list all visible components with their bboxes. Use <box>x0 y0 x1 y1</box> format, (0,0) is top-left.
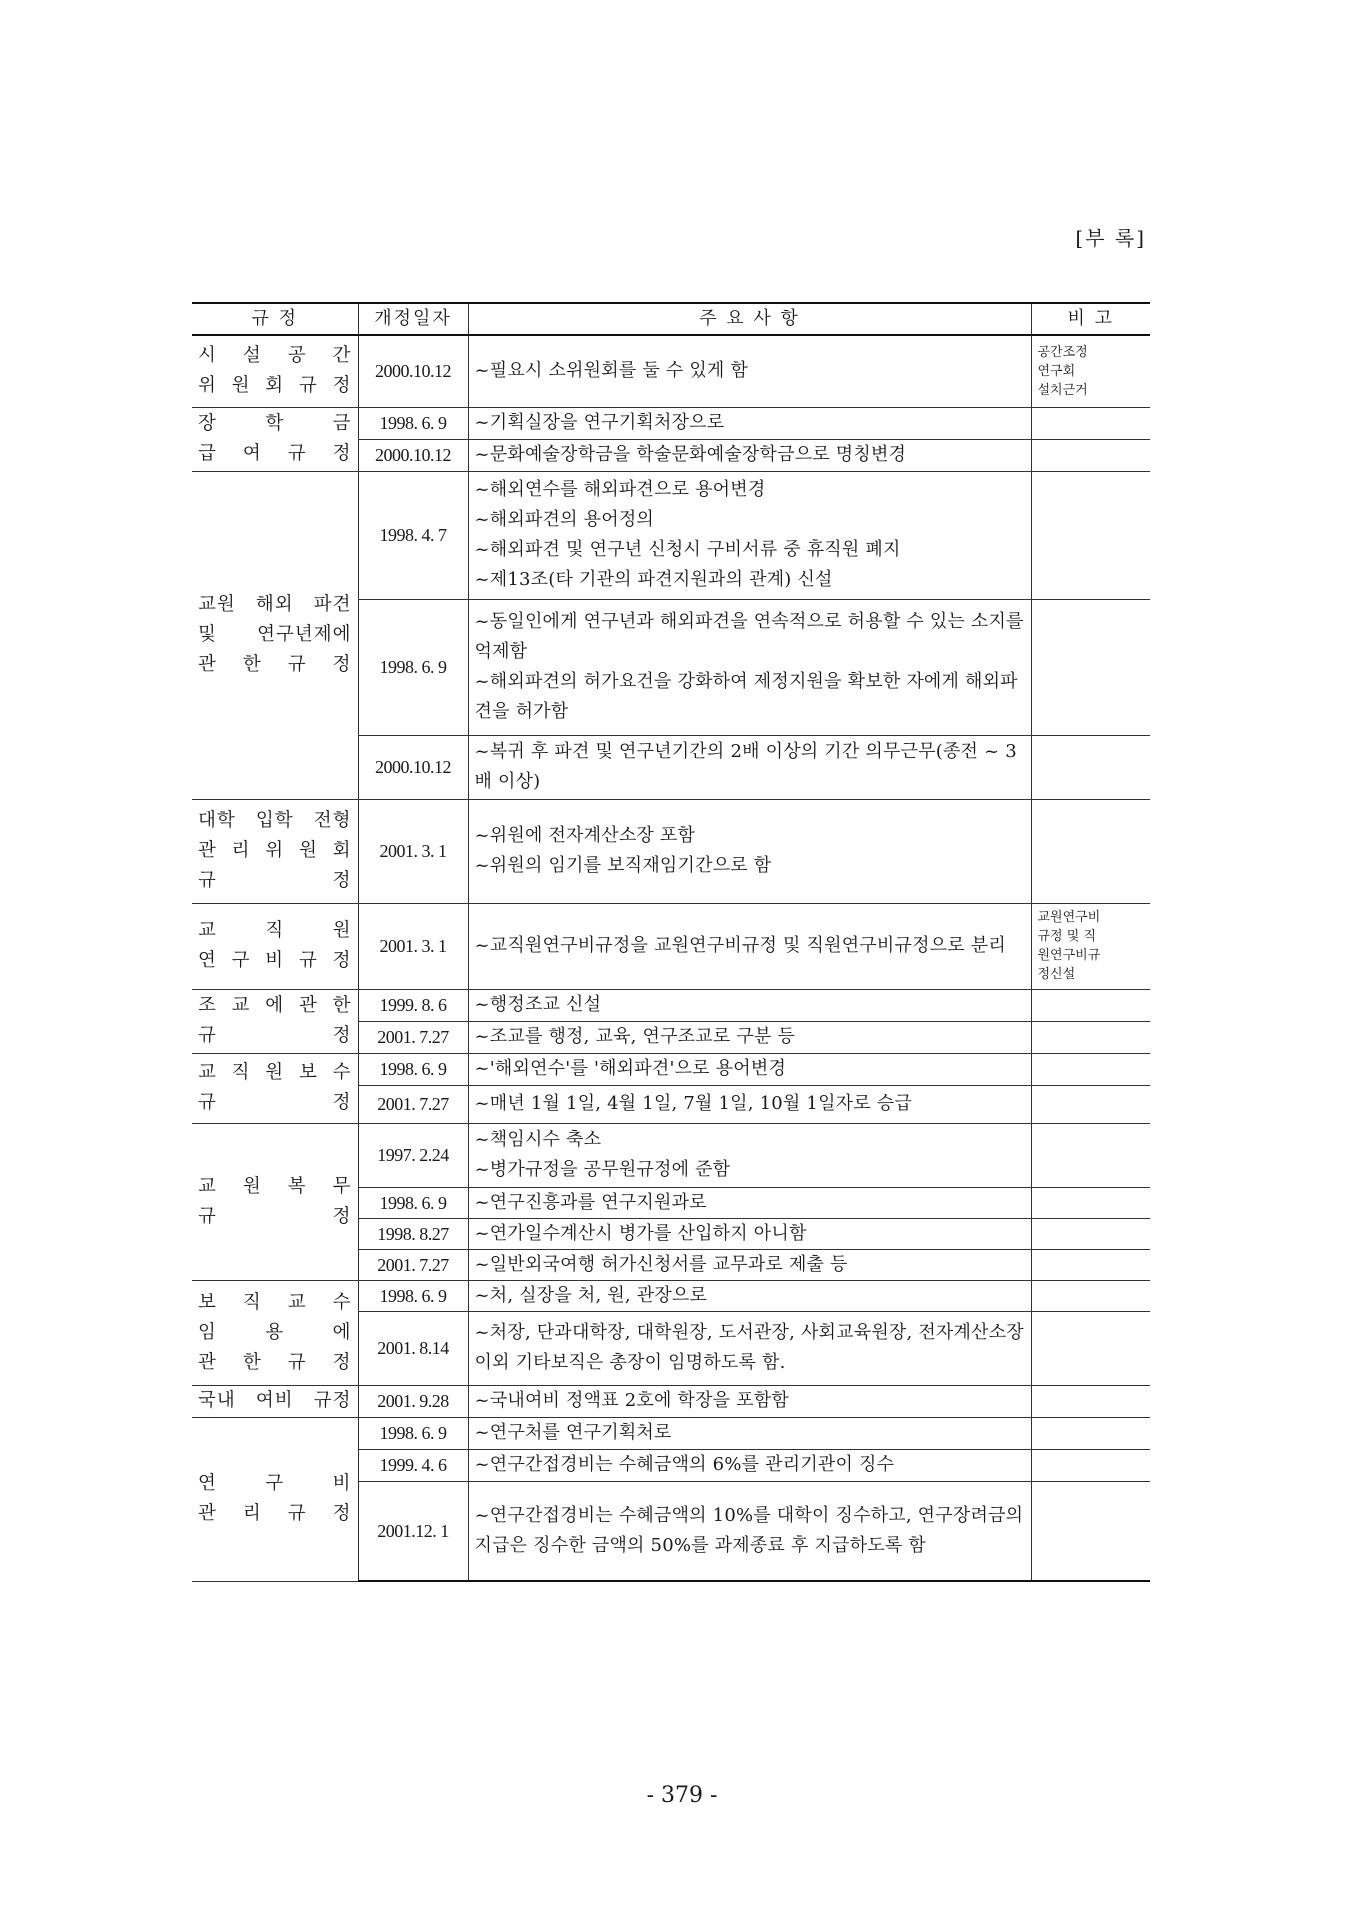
revision-date: 1998. 6. 9 <box>358 1417 468 1449</box>
note <box>1031 1280 1150 1311</box>
table-row <box>192 1053 1150 1085</box>
main-content: ~국내여비 정액표 2호에 학장을 포함함 <box>468 1385 1031 1417</box>
regulation-name: 대학 입학 전형 관 리 위 원 회 규 정 <box>192 799 358 903</box>
revision-date: 1998. 6. 9 <box>358 599 468 735</box>
revision-date: 2001. 9.28 <box>358 1385 468 1417</box>
regulation-name: 연 구 비 관 리 규 정 <box>192 1417 358 1581</box>
header-main: 주 요 사 항 <box>468 303 1031 335</box>
revision-date: 2001. 7.27 <box>358 1085 468 1123</box>
main-content: ~일반외국여행 허가신청서를 교무과로 제출 등 <box>468 1249 1031 1280</box>
main-content: ~행정조교 신설 <box>468 989 1031 1021</box>
note <box>1031 1385 1150 1417</box>
main-content: ~필요시 소위원회를 둘 수 있게 함 <box>468 335 1031 407</box>
main-content: ~해외연수를 해외파견으로 용어변경 ~해외파견의 용어정의 ~해외파견 및 연구년 신청시 구비서류 중 휴직원 폐지 ~제13조(타 기관의 파견지원과의 관계) 신설 <box>468 471 1031 599</box>
note <box>1031 1481 1150 1581</box>
main-content: ~조교를 행정, 교육, 연구조교로 구분 등 <box>468 1021 1031 1053</box>
revision-date: 1998. 6. 9 <box>358 407 468 439</box>
main-content: ~연구처를 연구기획처로 <box>468 1417 1031 1449</box>
regulation-name: 교 원 복 무 규 정 <box>192 1123 358 1280</box>
header-note: 비 고 <box>1031 303 1150 335</box>
table-row <box>192 1385 1150 1417</box>
table-row <box>192 471 1150 599</box>
regulation-name: 교 직 원 연 구 비 규 정 <box>192 903 358 989</box>
note <box>1031 1218 1150 1249</box>
revision-date: 1998. 4. 7 <box>358 471 468 599</box>
revision-date: 2000.10.12 <box>358 335 468 407</box>
note <box>1031 599 1150 735</box>
main-content: ~책임시수 축소 ~병가규정을 공무원규정에 준함 <box>468 1123 1031 1187</box>
note <box>1031 1449 1150 1481</box>
revision-date: 2000.10.12 <box>358 439 468 471</box>
note <box>1031 1417 1150 1449</box>
note <box>1031 407 1150 439</box>
note <box>1031 1021 1150 1053</box>
note <box>1031 1123 1150 1187</box>
regulation-name: 시 설 공 간 위 원 회 규 정 <box>192 335 358 407</box>
header-regulation: 규 정 <box>192 303 358 335</box>
note <box>1031 471 1150 599</box>
revision-date: 1998. 8.27 <box>358 1218 468 1249</box>
note <box>1031 439 1150 471</box>
revision-date: 1999. 8. 6 <box>358 989 468 1021</box>
revision-date: 1997. 2.24 <box>358 1123 468 1187</box>
table-row <box>192 1417 1150 1449</box>
revision-date: 1998. 6. 9 <box>358 1053 468 1085</box>
note <box>1031 1249 1150 1280</box>
revision-date: 2001. 3. 1 <box>358 799 468 903</box>
main-content: ~매년 1월 1일, 4월 1일, 7월 1일, 10월 1일자로 승급 <box>468 1085 1031 1123</box>
page-number: - 379 - <box>646 1783 718 1808</box>
revision-date: 1998. 6. 9 <box>358 1280 468 1311</box>
main-content: ~'해외연수'를 '해외파견'으로 용어변경 <box>468 1053 1031 1085</box>
revision-date: 1998. 6. 9 <box>358 1187 468 1218</box>
main-content: ~연가일수계산시 병가를 산입하지 아니함 <box>468 1218 1031 1249</box>
main-content: ~문화예술장학금을 학술문화예술장학금으로 명칭변경 <box>468 439 1031 471</box>
header-date: 개정일자 <box>358 303 468 335</box>
revision-date: 2001. 7.27 <box>358 1021 468 1053</box>
main-content: ~연구간접경비는 수혜금액의 6%를 관리기관이 징수 <box>468 1449 1031 1481</box>
note <box>1031 735 1150 799</box>
main-content: ~연구간접경비는 수혜금액의 10%를 대학이 징수하고, 연구장려금의 지급은 징수한 금액의 50%를 과제종료 후 지급하도록 함 <box>468 1481 1031 1581</box>
table-row <box>192 1123 1150 1187</box>
regulation-name: 교 직 원 보 수 규 정 <box>192 1053 358 1123</box>
table-row <box>192 407 1150 439</box>
table-header-row <box>192 303 1150 335</box>
revision-date: 2000.10.12 <box>358 735 468 799</box>
regulation-name: 국내 여비 규정 <box>192 1385 358 1417</box>
table-row <box>192 335 1150 407</box>
revision-date: 2001. 8.14 <box>358 1311 468 1385</box>
main-content: ~복귀 후 파견 및 연구년기간의 2배 이상의 기간 의무근무(종전 ~ 3배 이상) <box>468 735 1031 799</box>
revision-date: 1999. 4. 6 <box>358 1449 468 1481</box>
main-content: ~위원에 전자계산소장 포함 ~위원의 임기를 보직재임기간으로 함 <box>468 799 1031 903</box>
table-row <box>192 989 1150 1021</box>
revision-date: 2001. 3. 1 <box>358 903 468 989</box>
revision-date: 2001. 7.27 <box>358 1249 468 1280</box>
main-content: ~기획실장을 연구기획처장으로 <box>468 407 1031 439</box>
revision-date: 2001.12. 1 <box>358 1481 468 1581</box>
section-tag: [부 록] <box>1075 226 1146 250</box>
regulation-name: 교원 해외 파견 및 연구년제에 관 한 규 정 <box>192 471 358 799</box>
regulation-revision-table <box>192 302 1150 1582</box>
table-row <box>192 1280 1150 1311</box>
main-content: ~교직원연구비규정을 교원연구비규정 및 직원연구비규정으로 분리 <box>468 903 1031 989</box>
regulation-name: 보 직 교 수 임 용 에 관 한 규 정 <box>192 1280 358 1385</box>
main-content: ~연구진흥과를 연구지원과로 <box>468 1187 1031 1218</box>
note <box>1031 989 1150 1021</box>
regulation-name: 조 교 에 관 한 규 정 <box>192 989 358 1053</box>
note <box>1031 1053 1150 1085</box>
note <box>1031 1311 1150 1385</box>
note <box>1031 799 1150 903</box>
note <box>1031 1187 1150 1218</box>
main-content: ~처장, 단과대학장, 대학원장, 도서관장, 사회교육원장, 전자계산소장 이외 기타보직은 총장이 임명하도록 함. <box>468 1311 1031 1385</box>
main-content: ~동일인에게 연구년과 해외파견을 연속적으로 허용할 수 있는 소지를 억제함 ~해외파견의 허가요건을 강화하여 제정지원을 확보한 자에게 해외파견을 허가함 <box>468 599 1031 735</box>
table-row <box>192 799 1150 903</box>
note: 교원연구비 규정 및 직 원연구비규 정신설 <box>1031 903 1150 989</box>
main-content: ~처, 실장을 처, 원, 관장으로 <box>468 1280 1031 1311</box>
regulation-name: 장 학 금 급 여 규 정 <box>192 407 358 471</box>
table-row <box>192 903 1150 989</box>
note: 공간조정 연구회 설치근거 <box>1031 335 1150 407</box>
note <box>1031 1085 1150 1123</box>
